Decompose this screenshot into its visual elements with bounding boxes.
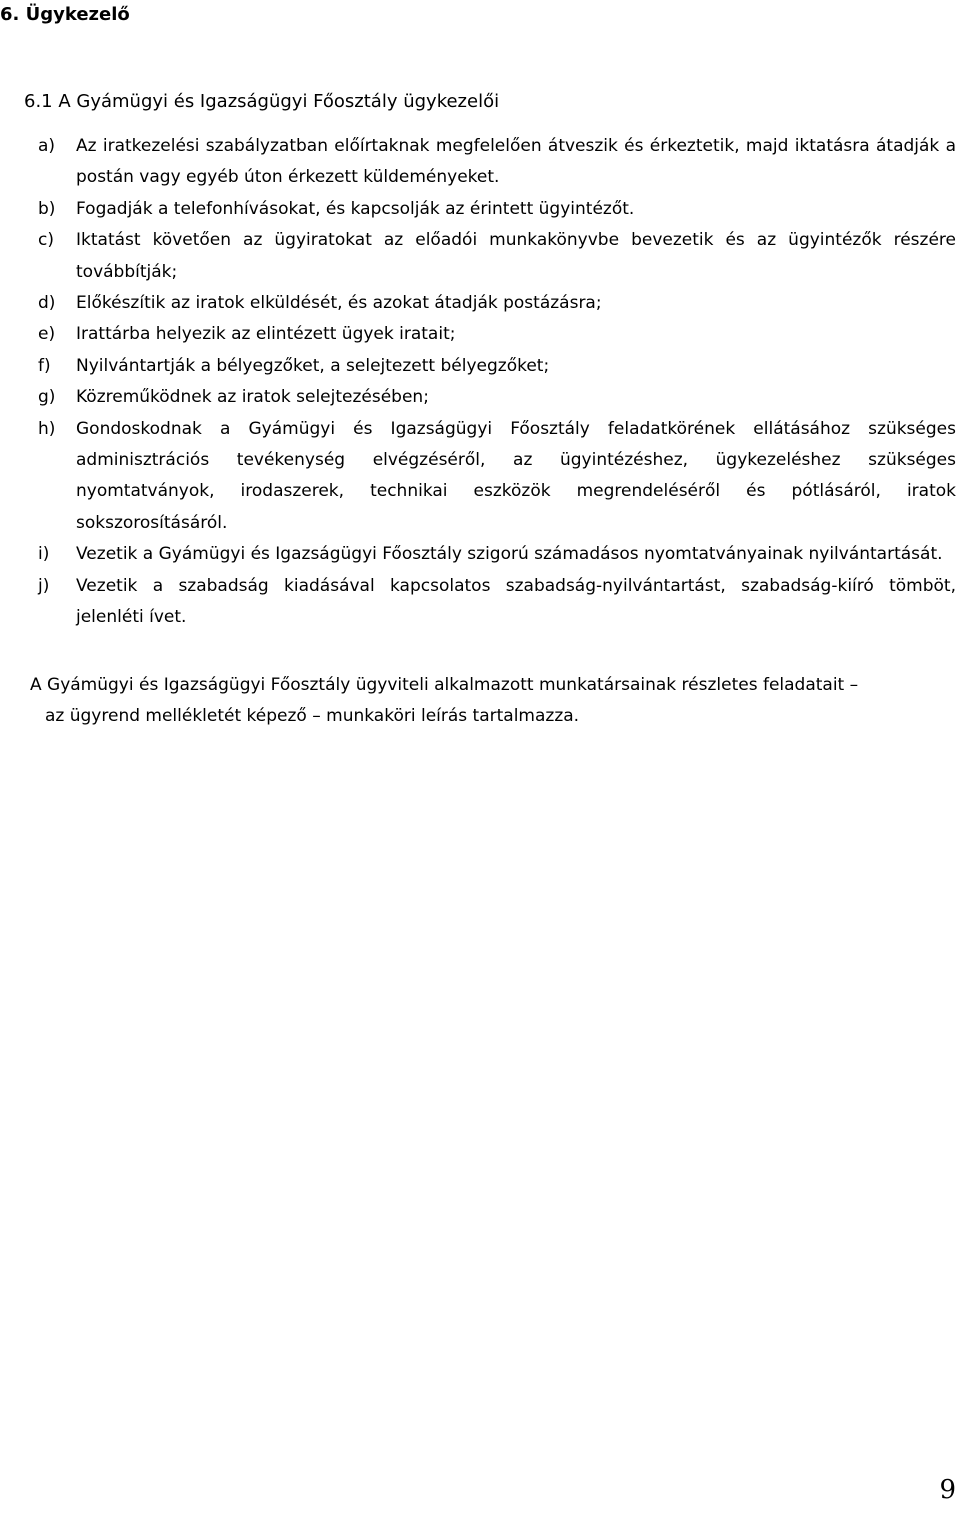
list-item: [0, 539, 960, 570]
section-title: 6. Ügykezelő: [0, 4, 130, 25]
list-marker: f): [38, 355, 51, 376]
list-item: [0, 351, 960, 382]
list-marker: b): [38, 198, 56, 219]
list-marker: h): [38, 418, 56, 439]
list-item-text: Gondoskodnak a Gyámügyi és Igazságügyi Főosztály feladatkörének ellátásához szükséges adminisztrációs tevékenység elvégzéséről, az ügyintézéshez, ügykezeléshez szükséges nyomtatványok, irodaszerek, technikai eszközök megrendeléséről és pótlásáról, iratok sokszorosításáról.: [76, 418, 956, 533]
list-item-text: Vezetik a Gyámügyi és Igazságügyi Főosztály szigorú számadásos nyomtatványainak nyilvántartását.: [76, 544, 943, 565]
list-marker: g): [38, 387, 56, 408]
duties-list: [0, 131, 960, 634]
list-item: [0, 382, 960, 413]
page-number: 9: [939, 1475, 956, 1505]
list-item: [0, 571, 960, 634]
closing-paragraph: [30, 670, 940, 733]
closing-line-2: az ügyrend mellékletét képező – munkaköri leírás tartalmazza.: [45, 706, 580, 727]
list-marker: a): [38, 136, 56, 156]
list-marker: c): [38, 230, 54, 251]
list-item: [0, 319, 960, 350]
list-item: [0, 194, 960, 225]
list-item-text: Előkészítik az iratok elküldését, és azokat átadják postázásra;: [76, 293, 602, 314]
list-item-text: Iktatást követően az ügyiratokat az előadói munkakönyvbe bevezetik és az ügyintézők részére továbbítják;: [76, 230, 956, 282]
list-item-text: Közreműködnek az iratok selejtezésében;: [76, 387, 429, 408]
list-item-text: Az iratkezelési szabályzatban előírtaknak megfelelően átveszik és érkeztetik, majd iktatásra átadják a postán vagy egyéb úton érkezett küldeményeket.: [76, 136, 956, 188]
closing-line-1: A Gyámügyi és Igazságügyi Főosztály ügyviteli alkalmazott munkatársainak részletes feladatait –: [30, 675, 859, 695]
list-marker: j): [38, 575, 50, 596]
subsection-title: 6.1 A Gyámügyi és Igazságügyi Főosztály ügykezelői: [24, 91, 500, 112]
list-item: [0, 414, 960, 540]
list-marker: i): [38, 544, 50, 565]
list-marker: e): [38, 324, 56, 345]
list-item-text: Vezetik a szabadság kiadásával kapcsolatos szabadság-nyilvántartást, szabadság-kiíró tömböt, jelenléti ívet.: [76, 575, 956, 628]
list-item-text: Irattárba helyezik az elintézett ügyek iratait;: [76, 324, 456, 345]
list-item: [0, 225, 960, 288]
list-item: [0, 131, 960, 194]
list-item-text: Fogadják a telefonhívásokat, és kapcsolják az érintett ügyintézőt.: [76, 198, 635, 219]
list-marker: d): [38, 293, 56, 314]
list-item: [0, 288, 960, 319]
list-item-text: Nyilvántartják a bélyegzőket, a selejtezett bélyegzőket;: [76, 355, 550, 376]
